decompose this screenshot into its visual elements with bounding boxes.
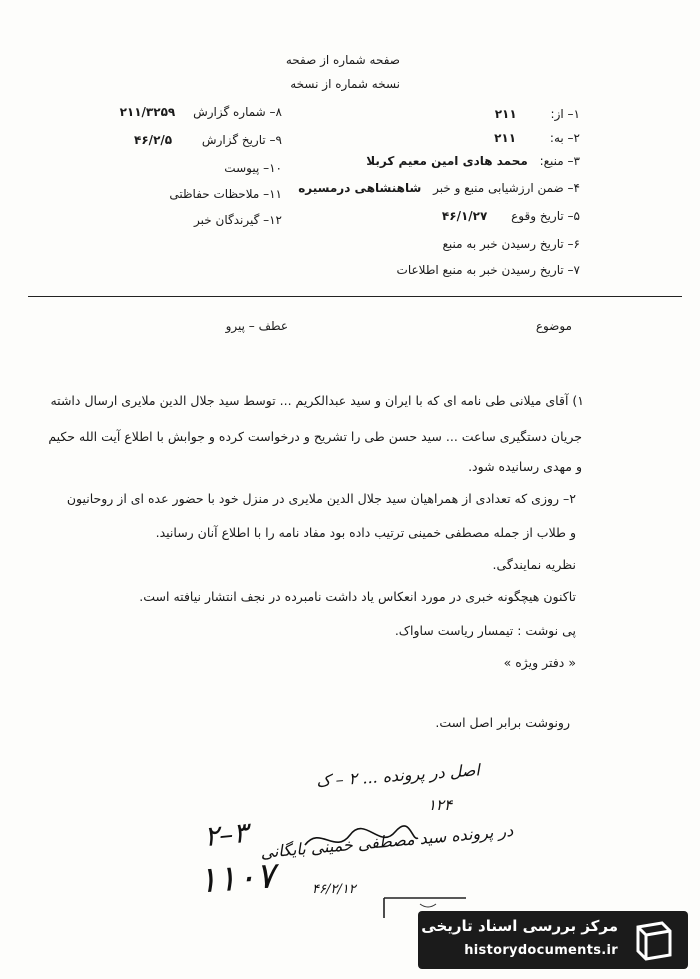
archive-logo-icon — [632, 919, 676, 961]
field-attachment: ۱۰– پیوست — [224, 161, 282, 175]
field-received-intel: ۷– تاریخ رسیدن خبر به منبع اطلاعات — [396, 263, 580, 277]
page-number-line: صفحه شماره از صفحه — [285, 53, 400, 67]
handwritten-note-main: در پرونده سید مصطفی خمینی بایگانی — [260, 820, 515, 863]
field-to: ۲– به: ۲۱۱ — [494, 131, 580, 145]
field-source: ۳– منبع: محمد هادی امین معیم کربلا — [366, 154, 580, 168]
body-line-8: پی نوشت : تیمسار ریاست ساواک. — [394, 623, 576, 638]
body-line-1: ۱) آقای میلانی طی نامه ای که با ایران و سید عبدالکریم ... توسط سید جلال الدین ملایری ارسال داشته — [50, 393, 584, 408]
watermark-title: مرکز بررسی اسناد تاریخی — [421, 917, 618, 935]
body-line-6: نظریه نمایندگی. — [492, 557, 576, 572]
header-divider — [28, 296, 682, 297]
field-recipients: ۱۲– گیرندگان خبر — [194, 213, 282, 227]
copy-number-line: نسخه شماره از نسخه — [290, 77, 400, 91]
field-report-number: ۸– شماره گزارش ۲۱۱/۳۲۵۹ — [119, 105, 282, 119]
subject-label: موضوع — [535, 319, 572, 333]
field-evaluation: ۴– ضمن ارزشیابی منبع و خبر شاهنشاهی درمسیره — [298, 181, 580, 195]
watermark-banner — [418, 911, 688, 969]
body-line-5: و طلاب از جمله مصطفی خمینی ترتیب داده بود مفاد نامه را با اطلاع آنان رسانید. — [155, 525, 576, 540]
field-received-source: ۶– تاریخ رسیدن خبر به منبع — [442, 237, 580, 251]
closing-line: رونوشت برابر اصل است. — [435, 715, 570, 730]
handwritten-date: ۴۶/۲/۱۲ — [312, 882, 356, 897]
body-line-2: جریان دستگیری ساعت ... سید حسن طی را تشریح و درخواست کرده و جوابش با اطلاع آیت الله حکیم — [48, 429, 582, 444]
field-security-notes: ۱۱– ملاحظات حفاظتی — [169, 187, 282, 201]
body-line-7: تاکنون هیچگونه خبری در مورد انعکاس یاد داشت نامبرده در نجف انتشار نیافته است. — [139, 589, 576, 604]
handwritten-note-top: اصل در پرونده ... ۲ – ک — [315, 760, 481, 791]
body-line-3: و مهدی رسانیده شود. — [468, 459, 582, 474]
subject-reference: عطف – پیرو — [225, 319, 288, 333]
body-line-9: « دفتر ویژه » — [503, 655, 576, 670]
field-report-date: ۹– تاریخ گزارش ۴۶/۲/۵ — [134, 133, 282, 147]
field-from: ۱– از: ۲۱۱ — [494, 107, 580, 121]
signature-scribble — [300, 820, 420, 860]
field-event-date: ۵– تاریخ وقوع ۴۶/۱/۲۷ — [441, 209, 580, 223]
watermark-url: historydocuments.ir — [464, 943, 618, 958]
handwritten-number: ۱۲۴ — [427, 796, 452, 814]
body-line-4: ۲– روزی که تعدادی از همراهیان سید جلال الدین ملایری در منزل خود با حضور عده ای از روحانیون — [66, 491, 576, 506]
handwritten-left-number: ۱۱۰۷ — [196, 855, 277, 902]
handwritten-left-mark: ۲–۳ — [202, 815, 250, 854]
